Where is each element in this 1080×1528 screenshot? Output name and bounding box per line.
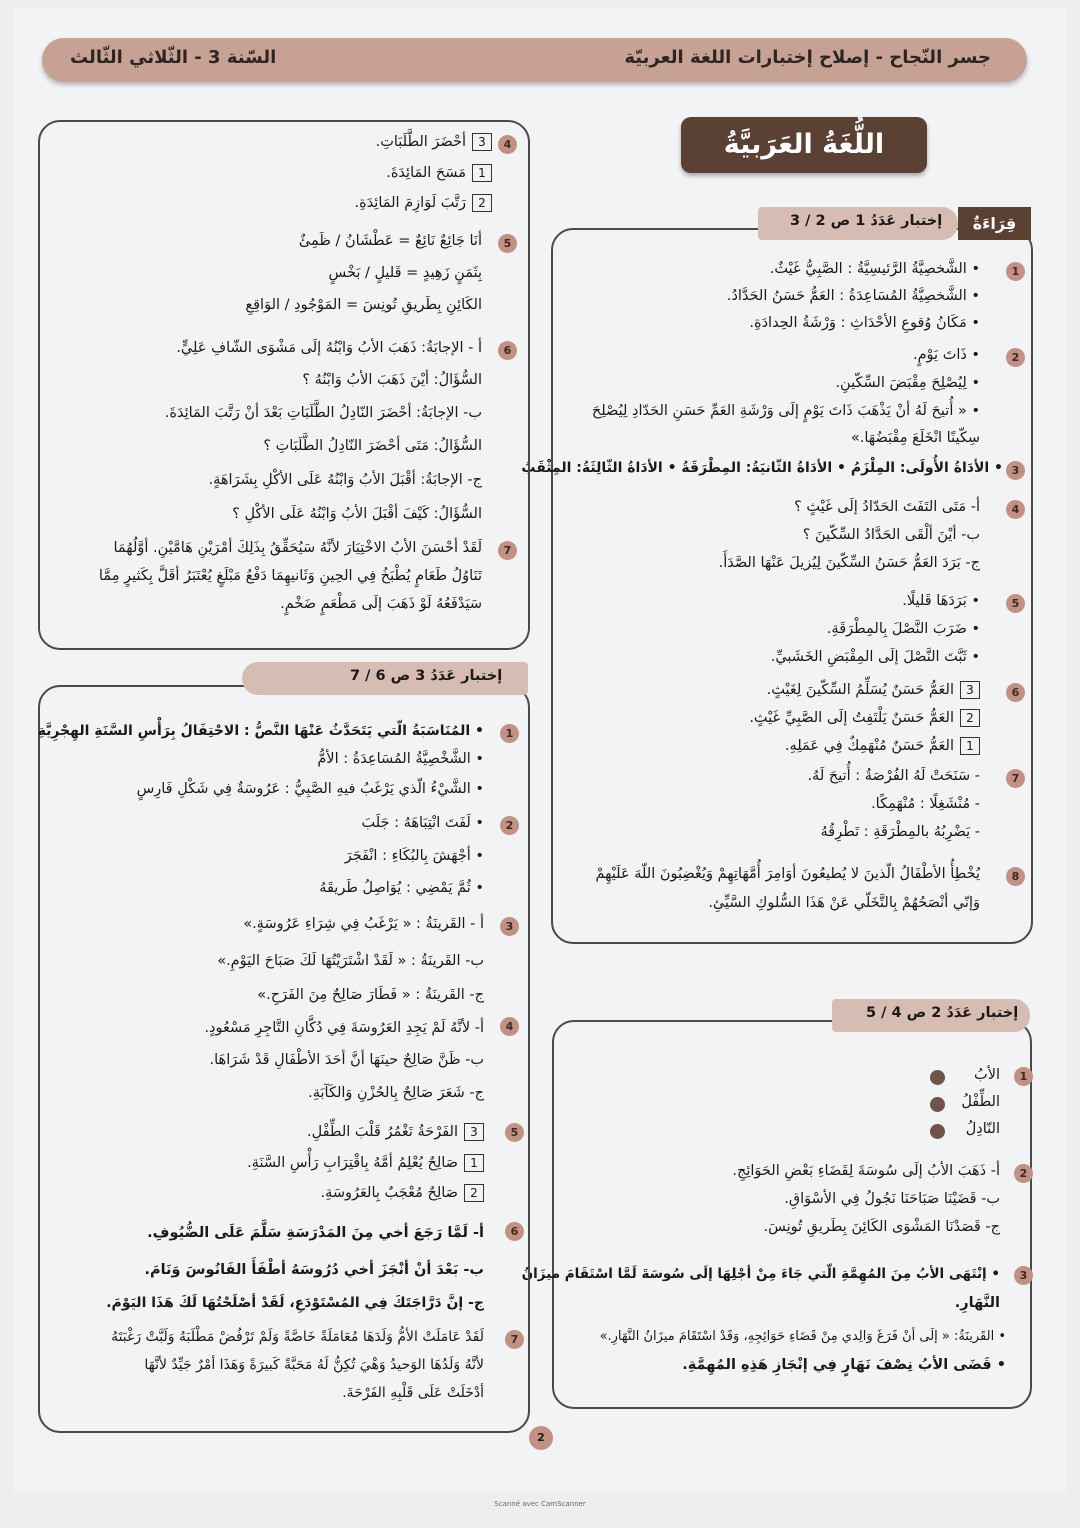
s3-line-16: أ- لَمَّا رَجَعَ أخي مِنَ المَدْرَسَةِ سَلَّمَ عَلَى الضُّيُوفِ. — [147, 1225, 484, 1241]
s1-line-1: • الشَّخصِيَّةُ الرَّئيسِيَّةُ : الصَّبِيُّ غَيْثٌ. — [769, 261, 980, 277]
question-number-4: 4 — [500, 1017, 519, 1036]
lt-line-2 — [386, 163, 492, 183]
s3-line-4: • لَفَتَ انْتِبَاهَهُ : جَلَبَ — [361, 815, 484, 831]
s1-line-13: • ضَرَبَ النَّصْلَ بِالمِطْرَقَةِ. — [826, 621, 980, 637]
question-number-5: 5 — [505, 1123, 524, 1142]
s2-line-1: الأبُ — [974, 1067, 1000, 1083]
s3-line-8: ب- القَرينَةُ : « لَقَدْ اشْتَرَيْتُهَا لَكَ صَبَاحَ اليَوْمِ.» — [217, 953, 484, 969]
section-tag-reading: قِرَاءَةٌ — [958, 207, 1031, 240]
question-number-3: 3 — [1014, 1266, 1033, 1285]
s1-line-19: - مُنْشَغِلًا : مُنْهَمِكًا. — [871, 796, 980, 812]
section2-tab-text: إختبار عَدَدُ 2 ص 4 / 5 — [866, 1005, 1019, 1021]
question-number-2: 2 — [1014, 1164, 1033, 1183]
s1-line-18: - سَنَحَتْ لَهُ الفُرْصَةُ : أُتيحَ لَهُ. — [807, 768, 980, 784]
section1-tab-text: إختبار عَدَدُ 1 ص 2 / 3 — [790, 213, 943, 229]
s1-line-3: • مَكَانُ وُقوعِ الأحْدَاثِ : وَرْشَةُ الحِدادَةِ. — [749, 315, 980, 331]
section3-tab-text: إختبار عَدَدُ 3 ص 6 / 7 — [350, 668, 503, 684]
bullet-dot — [930, 1070, 945, 1085]
order-text: صَالِحٌ مُعْجَبٌ بِالعَرُوسَةِ. — [320, 1185, 458, 1201]
s3-line-10: أ- لأنَّهُ لَمْ يَجِدِ العَرُوسَةَ فِي دُكَّانِ التَّاجِرِ مَسْعُودٍ. — [204, 1020, 484, 1036]
lt-line-9: ب- الإجابَةُ: أحْضَرَ النّادِلُ الطَّلَبَاتِ بَعْدَ أنْ رَتَّبَ المَائِدَةَ. — [164, 405, 482, 421]
lt-line-3 — [354, 193, 492, 213]
page-header — [42, 38, 1027, 82]
s3-line-15 — [321, 1183, 485, 1203]
question-number-6: 6 — [1006, 683, 1025, 702]
s1-line-15 — [767, 680, 980, 700]
section2-box — [552, 1020, 1032, 1409]
lt-line-12: السُّؤَالُ: كَيْفَ أقْبَلَ الأبُ وَابْنُهُ عَلَى الأكْلِ ؟ — [232, 506, 482, 522]
bullet-dot — [930, 1124, 945, 1139]
order-text: العَمُّ حَسَنٌ يُسَلِّمُ السِّكّينَ لِغَيْثٍ. — [766, 682, 954, 698]
s2-line-6: ج- قَصَدْنَا المَشْوَى الكَائِنَ بِطَريقِ تُونِسَ. — [763, 1219, 1000, 1235]
s3-line-7: أ - القَرينَةُ : « يَرْغَبُ فِي شِرَاءِ عَرُوسَةٍ.» — [243, 916, 484, 932]
order-box: 2 — [464, 1184, 484, 1202]
order-box: 1 — [472, 164, 492, 182]
order-box: 3 — [960, 681, 980, 699]
lt-line-7: أ - الإجابَةُ: ذَهَبَ الأبُ وَابْنُهُ إلَى مَشْوَى الشّافِ عَلِيٍّ. — [176, 340, 482, 356]
s1-line-20: - يَضْرِبُهُ بالمِطْرَقَةِ : تَطْرِقُهُ — [820, 824, 980, 840]
question-number-1: 1 — [1006, 262, 1025, 281]
lt-line-13: لَقَدْ أحْسَنَ الأبُ الاخْتِيَارَ لأنَّهُ سَيُحَقِّقُ بِذَلِكَ أمْرَيْنِ هَامَّيْنِ. أوَّلُهُمَا — [113, 540, 482, 556]
lt-line-6: الكَائِنِ بِطَريقِ تُونِسَ = المَوْجُودِ / الوَاقِعِ — [245, 297, 482, 313]
order-box: 1 — [464, 1154, 484, 1172]
s1-line-8: • الأدَاةُ الأُولَى: المِلْزَمُ • الأدَاةُ الثّانيَةُ: المِطْرَقَةُ • الأدَاةُ الثّالِثَةُ: المِثْقَبُ — [521, 460, 1003, 476]
lt-line-15: سَيَدْفَعُهُ لَوْ ذَهَبَ إلَى مَطْعَمٍ ضَخْمٍ. — [280, 596, 482, 612]
page-number: 2 — [529, 1426, 553, 1450]
question-number-4: 4 — [498, 135, 517, 154]
lt-line-11: ج- الإجابَةُ: أقْبَلَ الأبُ وَابْنُهُ عَلَى الأكْلِ بِشَرَاهَةٍ. — [208, 472, 482, 488]
s1-line-2: • الشَّخصِيَّةُ المُسَاعِدَةُ : العَمُّ حَسَنُ الحَدَّادُ. — [726, 288, 980, 304]
question-number-1: 1 — [500, 724, 519, 743]
s3-line-6: • ثُمَّ يَمْضِي : يُوَاصِلُ طَريقَهُ — [319, 880, 484, 896]
s3-line-12: ج- شَعَرَ صَالِحٌ بِالحُزْنِ وَالكَآبَةِ. — [308, 1085, 484, 1101]
s3-line-19: لَقَدْ عَامَلَتْ الأمُّ وَلَدَهَا مُعَامَلَةً خَاصَّةً وَلَمْ تَرْفُضْ مَطْلَبَهُ وَلَبَّتْ رَغْبَتَهُ — [111, 1329, 484, 1345]
bullet-dot — [930, 1097, 945, 1112]
s1-line-9: أ- مَتَى التَفَتَ الحَدّادُ إلَى غَيْثٍ ؟ — [794, 499, 980, 515]
question-number-5: 5 — [1006, 594, 1025, 613]
lt-line-4: أنَا جَائِعٌ نَائِعٌ = عَطْشَانُ / ظَمِئٌ — [298, 233, 482, 249]
order-box: 3 — [472, 133, 492, 151]
lt-line-5: بِثَمَنٍ زَهِيدٍ = قَليلٍ / بَخْسٍ — [328, 265, 482, 281]
s1-line-22: وَإنّي أنْصَحُهُمْ بِالتَّخَلّي عَنْ هَذَا السُّلوكِ السَّيِّئِ. — [708, 895, 980, 911]
order-text: مَسَحَ المَائِدَةَ. — [386, 165, 466, 181]
s2-line-8: النَّهَارِ. — [954, 1295, 1000, 1311]
header-level: السّنة 3 - الثّلاثي الثّالث — [70, 47, 277, 68]
question-number-8: 8 — [1006, 867, 1025, 886]
order-text: صَالِحٌ يُعْلِمُ أمَّهُ بِاقْتِرَابِ رَأْسِ السَّنَةِ. — [247, 1155, 458, 1171]
s2-line-2: الطِّفْلُ — [961, 1094, 1000, 1110]
main-title: اللُّغَةُ العَرَبيَّةُ — [681, 117, 927, 173]
question-number-3: 3 — [1006, 461, 1025, 480]
s3-line-1: • المُنَاسَبَةُ الّتي يَتَحَدَّثُ عَنْهَا النَّصُّ : الاحْتِفَالُ بِرَأْسِ السَّنَةِ الهِجْرِيَّةِ — [37, 723, 484, 739]
lt-line-14: تَنَاوُلُ طَعَامٍ يُطْبَخُ فِي الحِينِ وَثَانيهِمَا دَفْعُ مَبْلَغٍ يُعْتَبَرُ أقَلَّ بِكَثيرٍ مِمَّا — [98, 568, 482, 584]
s3-line-5: • أجْهَشَ بِالبُكَاءِ : انْفَجَرَ — [344, 848, 484, 864]
s1-line-4: • ذَاتَ يَوْمٍ. — [912, 347, 980, 363]
order-box: 1 — [960, 737, 980, 755]
order-text: أحْضَرَ الطَّلَبَاتِ. — [375, 134, 466, 150]
s1-line-14: • ثَبَّتَ النَّصْلَ إلَى المِقْبَضِ الخَشَبيِّ. — [770, 649, 980, 665]
question-number-2: 2 — [1006, 348, 1025, 367]
question-number-5: 5 — [498, 234, 517, 253]
lt-line-8: السُّؤَالُ: أيْنَ ذَهَبَ الأبُ وَابْنُهُ ؟ — [302, 372, 482, 388]
order-text: العَمُّ حَسَنٌ يَلْتَفِتُ إلَى الصَّبِيِّ غَيْثٍ. — [749, 710, 954, 726]
order-text: العَمُّ حَسَنٌ مُنْهَمِكٌ فِي عَمَلِهِ. — [784, 738, 954, 754]
question-number-6: 6 — [505, 1222, 524, 1241]
s2-line-5: ب- قَضَيْنَا صَبَاحَنَا نَجُولُ فِي الأسْوَاقِ. — [784, 1191, 1000, 1207]
s3-line-13 — [307, 1122, 484, 1142]
s2-line-4: أ- ذَهَبَ الأبُ إلَى سُوسَةَ لِقَضَاءِ بَعْضِ الحَوَائِجِ. — [732, 1163, 1000, 1179]
question-number-1: 1 — [1014, 1067, 1033, 1086]
order-text: رَتَّبَ لَوَازِمَ المَائِدَةِ. — [354, 195, 466, 211]
s1-line-5: • لِيُصْلِحَ مِقْبَضَ السِّكّينِ. — [835, 375, 980, 391]
s3-line-11: ب- ظَنَّ صَالِحٌ حينَهَا أنَّ أحَدَ الأطْفَالِ قَدْ شَرَاهَا. — [209, 1052, 484, 1068]
order-box: 3 — [464, 1123, 484, 1141]
s3-line-21: أدْخَلَتْ عَلَى قَلْبِهِ الفَرْحَةَ. — [342, 1385, 484, 1401]
s3-line-3: • الشَّيْءُ الّذي يَرْغَبُ فيهِ الصَّبِيُّ : عَرُوسَةٌ فِي شَكْلِ فَارِسٍ — [136, 781, 484, 797]
question-number-7: 7 — [505, 1330, 524, 1349]
s3-line-2: • الشَّخْصِيَّةُ المُسَاعِدَةُ : الأمُّ — [317, 751, 484, 767]
question-number-7: 7 — [1006, 769, 1025, 788]
s2-line-9: • القَرينَةُ: « إلَى أنْ فَرَغَ وَالِدي مِنْ قَضَاءِ حَوَائِجِهِ، وَقَدْ اسْتَقَامَ ميزَانُ النَّهَارِ.» — [599, 1329, 1006, 1344]
s2-line-7: • إنْتَهَى الأبُ مِنَ المُهِمَّةِ الّتي جَاءَ مِنْ أجْلِهَا إلَى سُوسَةَ لَمَّا اسْتَقَامَ ميزَانُ — [521, 1266, 1000, 1282]
scanner-footer: Scanné avec CamScanner — [494, 1500, 586, 1508]
s1-line-11: ج- بَرَدَ العَمُّ حَسَنُ السِّكّينَ لِيُزيلَ عَنْهَا الصَّدَأَ. — [718, 555, 980, 571]
s2-line-3: النّادِلُ — [965, 1121, 1000, 1137]
order-box: 2 — [960, 709, 980, 727]
question-number-3: 3 — [500, 917, 519, 936]
s1-line-21: يُخْطِأُ الأطْفَالُ الّذينَ لا يُطيعُونَ أوَامِرَ أُمَّهَاتِهِمْ وَيُغْضِبُونَ اللّهَ عَلَيْهِمْ — [595, 866, 980, 882]
s3-line-14 — [247, 1153, 484, 1173]
s3-line-9: ج- القَرينَةُ : « فَطَارَ صَالِحٌ مِنَ الفَرَحِ.» — [257, 987, 484, 1003]
header-title: جسر النّجاح - إصلاح إختبارات اللغة العربيّة — [624, 47, 991, 68]
question-number-7: 7 — [498, 541, 517, 560]
question-number-4: 4 — [1006, 500, 1025, 519]
order-text: الفَرْحَةُ تَغْمُرُ قَلْبَ الطِّفْلِ. — [307, 1124, 458, 1140]
question-number-6: 6 — [498, 341, 517, 360]
s3-line-17: ب- بَعْدَ أنْ أنْجَزَ أخي دُرُوسَهُ أطْفَأَ الفَانُوسَ وَنَامَ. — [144, 1262, 484, 1278]
order-box: 2 — [472, 194, 492, 212]
s1-line-10: ب- أيْنَ ألْقَى الحَدَّادُ السِّكّينَ ؟ — [802, 527, 980, 543]
s1-line-6: • « أُتيحَ لَهُ أنْ يَذْهَبَ ذَاتَ يَوْمٍ إلَى وَرْشَةِ العَمِّ حَسَنِ الحَدّادِ لِيُصْلِحَ — [591, 403, 980, 419]
s1-line-7: سِكّينًا انْخَلَعَ مِقْبَضُهَا.» — [850, 430, 980, 446]
lt-line-1 — [376, 132, 492, 152]
lt-line-10: السُّؤَالُ: مَتَى أحْضَرَ النّادِلُ الطَّلَبَاتِ ؟ — [263, 438, 482, 454]
s3-line-20: لأنَّهُ وَلَدُهَا الوَحيدُ وَهْيَ تُكِنُّ لَهُ مَحَبَّةً كَبيرَةً وَهَذَا أمْرٌ جَيِّدٌ لأنَّهَا — [144, 1357, 484, 1373]
s1-line-17 — [785, 736, 980, 756]
question-number-2: 2 — [500, 816, 519, 835]
s1-line-12: • بَرَدَهَا قَليلًا. — [902, 593, 980, 609]
s3-line-18: ج- إنَّ دَرَّاجَتَكَ فِي المُسْتَوْدَعِ، لَقَدْ أصْلَحْتُهَا لَكَ هَذَا اليَوْمَ. — [106, 1295, 484, 1311]
s2-line-10: • قَضَى الأبُ نِصْفَ نَهَارٍ فِي إنْجَازِ هَذِهِ المُهِمَّةِ. — [682, 1357, 1006, 1373]
s1-line-16 — [749, 708, 980, 728]
